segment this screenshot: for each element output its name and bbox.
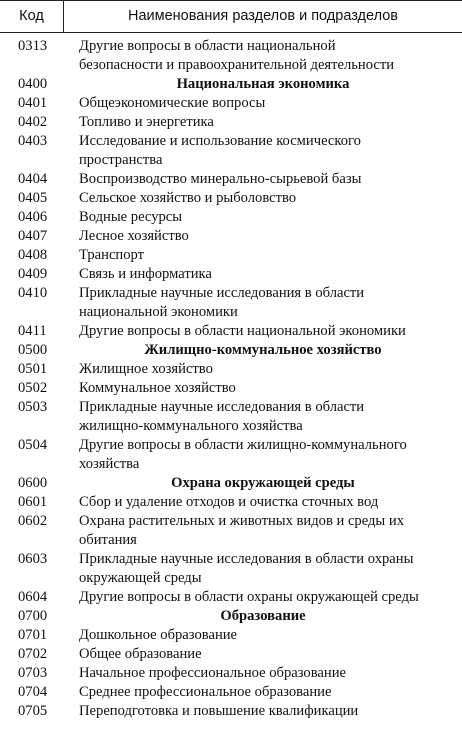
section-title: Жилищно-коммунальное хозяйство <box>144 342 382 358</box>
row-name: Прикладные научные исследования в области охраны окружающей среды <box>79 551 414 586</box>
row-name: Общеэкономические вопросы <box>79 95 266 111</box>
row-name: Общее образование <box>79 646 202 662</box>
row-name: Дошкольное образование <box>79 627 238 643</box>
row-name: Прикладные научные исследования в области национальной экономики <box>79 285 365 320</box>
section-row <box>0 341 462 360</box>
row-name: Прикладные научные исследования в области жилищно-коммунального хозяйства <box>79 399 365 434</box>
row-name: Другие вопросы в области национальной безопасности и правоохранительной деятельности <box>79 38 395 73</box>
row-code: 0411 <box>18 323 47 339</box>
row-code: 0313 <box>18 38 48 54</box>
row-name: Другие вопросы в области охраны окружающей среды <box>79 589 419 605</box>
table-row <box>0 360 462 379</box>
table-row <box>0 512 462 550</box>
row-name: Транспорт <box>79 247 145 263</box>
row-code: 0403 <box>18 133 48 149</box>
row-code: 0410 <box>18 285 48 301</box>
table-row <box>0 379 462 398</box>
row-code: 0703 <box>18 665 48 681</box>
table-row <box>0 265 462 284</box>
table-row <box>0 132 462 170</box>
row-name: Переподготовка и повышение квалификации <box>79 703 359 719</box>
row-code: 0701 <box>18 627 48 643</box>
table-row <box>0 94 462 113</box>
section-title: Национальная экономика <box>176 76 350 92</box>
row-name: Среднее профессиональное образование <box>79 684 332 700</box>
row-code: 0408 <box>18 247 48 263</box>
table-row <box>0 664 462 683</box>
row-code: 0504 <box>18 437 48 453</box>
row-code: 0604 <box>18 589 48 605</box>
row-code: 0402 <box>18 114 48 130</box>
table-row <box>0 702 462 721</box>
row-code: 0602 <box>18 513 48 529</box>
row-name: Воспроизводство минерально-сырьевой базы <box>79 171 362 187</box>
table-row <box>0 436 462 474</box>
section-row <box>0 75 462 94</box>
table-row <box>0 113 462 132</box>
table-row <box>0 550 462 588</box>
row-code: 0500 <box>18 342 48 358</box>
header-name: Наименования разделов и подразделов <box>127 8 398 24</box>
row-name: Другие вопросы в области национальной экономики <box>79 323 406 339</box>
section-title: Образование <box>220 608 306 624</box>
table-row <box>0 322 462 341</box>
table-body <box>0 37 462 721</box>
table-row <box>0 493 462 512</box>
row-code: 0705 <box>18 703 48 719</box>
row-code: 0502 <box>18 380 48 396</box>
table-row <box>0 170 462 189</box>
row-code: 0404 <box>18 171 48 187</box>
header-code: Код <box>0 1 64 32</box>
section-row <box>0 474 462 493</box>
row-code: 0603 <box>18 551 48 567</box>
table-row <box>0 683 462 702</box>
table-row <box>0 227 462 246</box>
row-name: Связь и информатика <box>79 266 212 282</box>
row-name: Начальное профессиональное образование <box>79 665 346 681</box>
row-name: Сбор и удаление отходов и очистка сточных вод <box>79 494 379 510</box>
section-title: Охрана окружающей среды <box>171 475 355 491</box>
row-code: 0405 <box>18 190 48 206</box>
row-code: 0600 <box>18 475 48 491</box>
row-name: Сельское хозяйство и рыболовство <box>79 190 297 206</box>
row-code: 0601 <box>18 494 48 510</box>
table-row <box>0 284 462 322</box>
table-row <box>0 645 462 664</box>
row-code: 0400 <box>18 76 48 92</box>
row-name: Исследование и использование космического пространства <box>79 133 361 168</box>
row-name: Водные ресурсы <box>79 209 183 225</box>
row-code: 0406 <box>18 209 48 225</box>
row-code: 0704 <box>18 684 48 700</box>
row-name: Лесное хозяйство <box>79 228 189 244</box>
table-row <box>0 588 462 607</box>
row-code: 0503 <box>18 399 48 415</box>
row-name: Жилищное хозяйство <box>79 361 213 377</box>
table-row <box>0 398 462 436</box>
row-code: 0702 <box>18 646 48 662</box>
table-row <box>0 246 462 265</box>
row-name: Коммунальное хозяйство <box>79 380 236 396</box>
row-name: Другие вопросы в области жилищно-коммунального хозяйства <box>79 437 407 472</box>
table-header <box>0 0 462 33</box>
row-code: 0501 <box>18 361 48 377</box>
row-code: 0407 <box>18 228 48 244</box>
table-row <box>0 37 462 75</box>
row-code: 0409 <box>18 266 48 282</box>
table-row <box>0 189 462 208</box>
row-code: 0401 <box>18 95 48 111</box>
table-row <box>0 208 462 227</box>
row-code: 0700 <box>18 608 48 624</box>
row-name: Охрана растительных и животных видов и среды их обитания <box>79 513 404 548</box>
section-row <box>0 607 462 626</box>
table-row <box>0 626 462 645</box>
row-name: Топливо и энергетика <box>79 114 214 130</box>
